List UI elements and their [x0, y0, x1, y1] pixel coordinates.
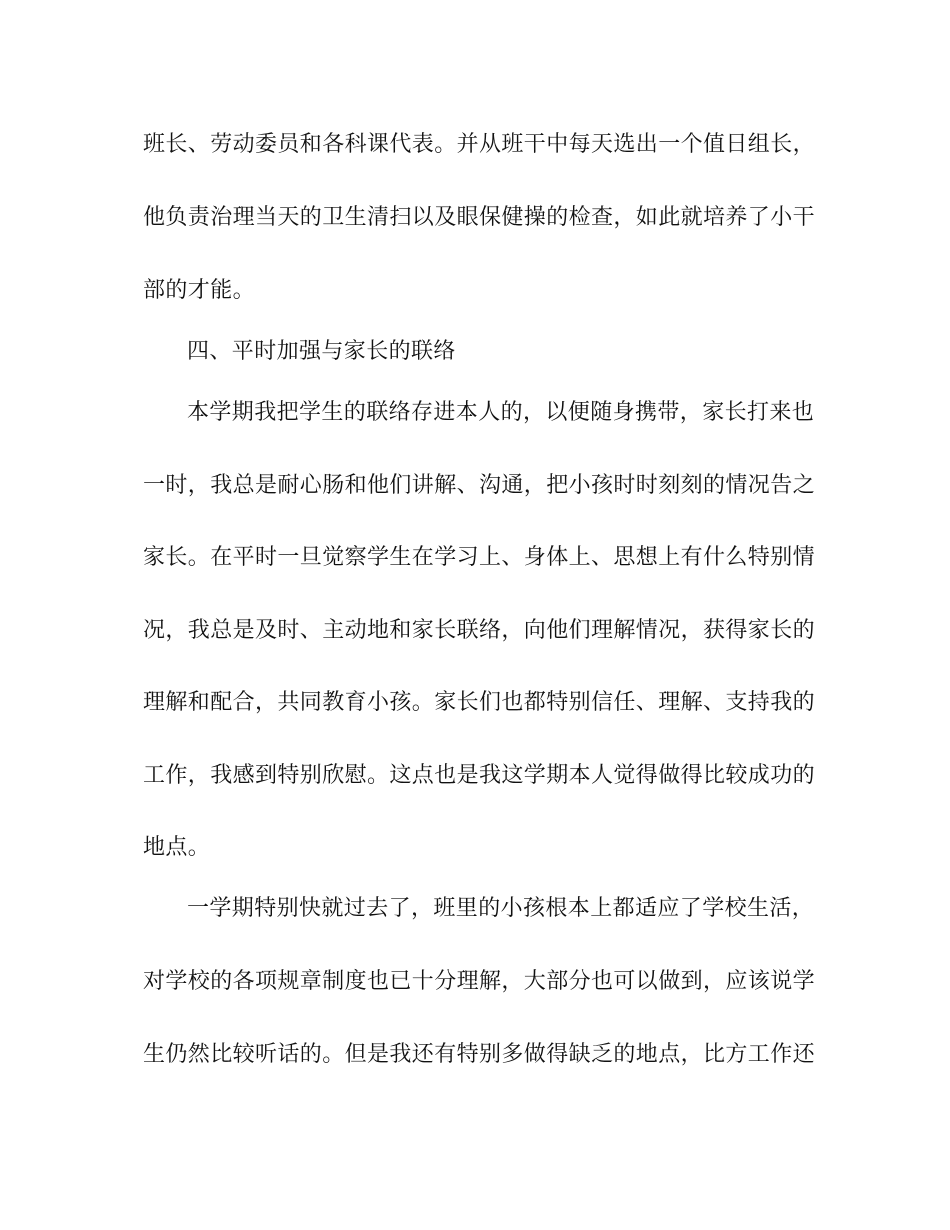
- paragraph-line: 一时，我总是耐心肠和他们讲解、沟通，把小孩时时刻刻的情况告之: [143, 473, 816, 498]
- paragraph-line: 工作，我感到特别欣慰。这点也是我这学期本人觉得做得比较成功的: [143, 763, 816, 788]
- paragraph-line: 况，我总是及时、主动地和家长联络，向他们理解情况，获得家长的: [143, 618, 816, 643]
- paragraph-line: 生仍然比较听话的。但是我还有特别多做得缺乏的地点，比方工作还: [143, 1042, 816, 1067]
- paragraph-line: 本学期我把学生的联络存进本人的，以便随身携带，家长打来也: [187, 400, 815, 425]
- section-heading: 四、平时加强与家长的联络: [187, 339, 456, 364]
- paragraph-line: 部的才能。: [143, 278, 256, 303]
- paragraph-line: 他负责治理当天的卫生清扫以及眼保健操的检查，如此就培养了小干: [143, 205, 816, 230]
- paragraph-line: 地点。: [143, 835, 211, 860]
- paragraph-line: 理解和配合，共同教育小孩。家长们也都特别信任、理解、支持我的: [143, 690, 816, 715]
- paragraph-line: 一学期特别快就过去了，班里的小孩根本上都适应了学校生活，: [187, 896, 815, 921]
- paragraph-line: 家长。在平时一旦觉察学生在学习上、身体上、思想上有什么特别情: [143, 545, 816, 570]
- paragraph-line: 对学校的各项规章制度也已十分理解，大部分也可以做到，应该说学: [143, 969, 816, 994]
- paragraph-line: 班长、劳动委员和各科课代表。并从班干中每天选出一个值日组长，: [143, 132, 816, 157]
